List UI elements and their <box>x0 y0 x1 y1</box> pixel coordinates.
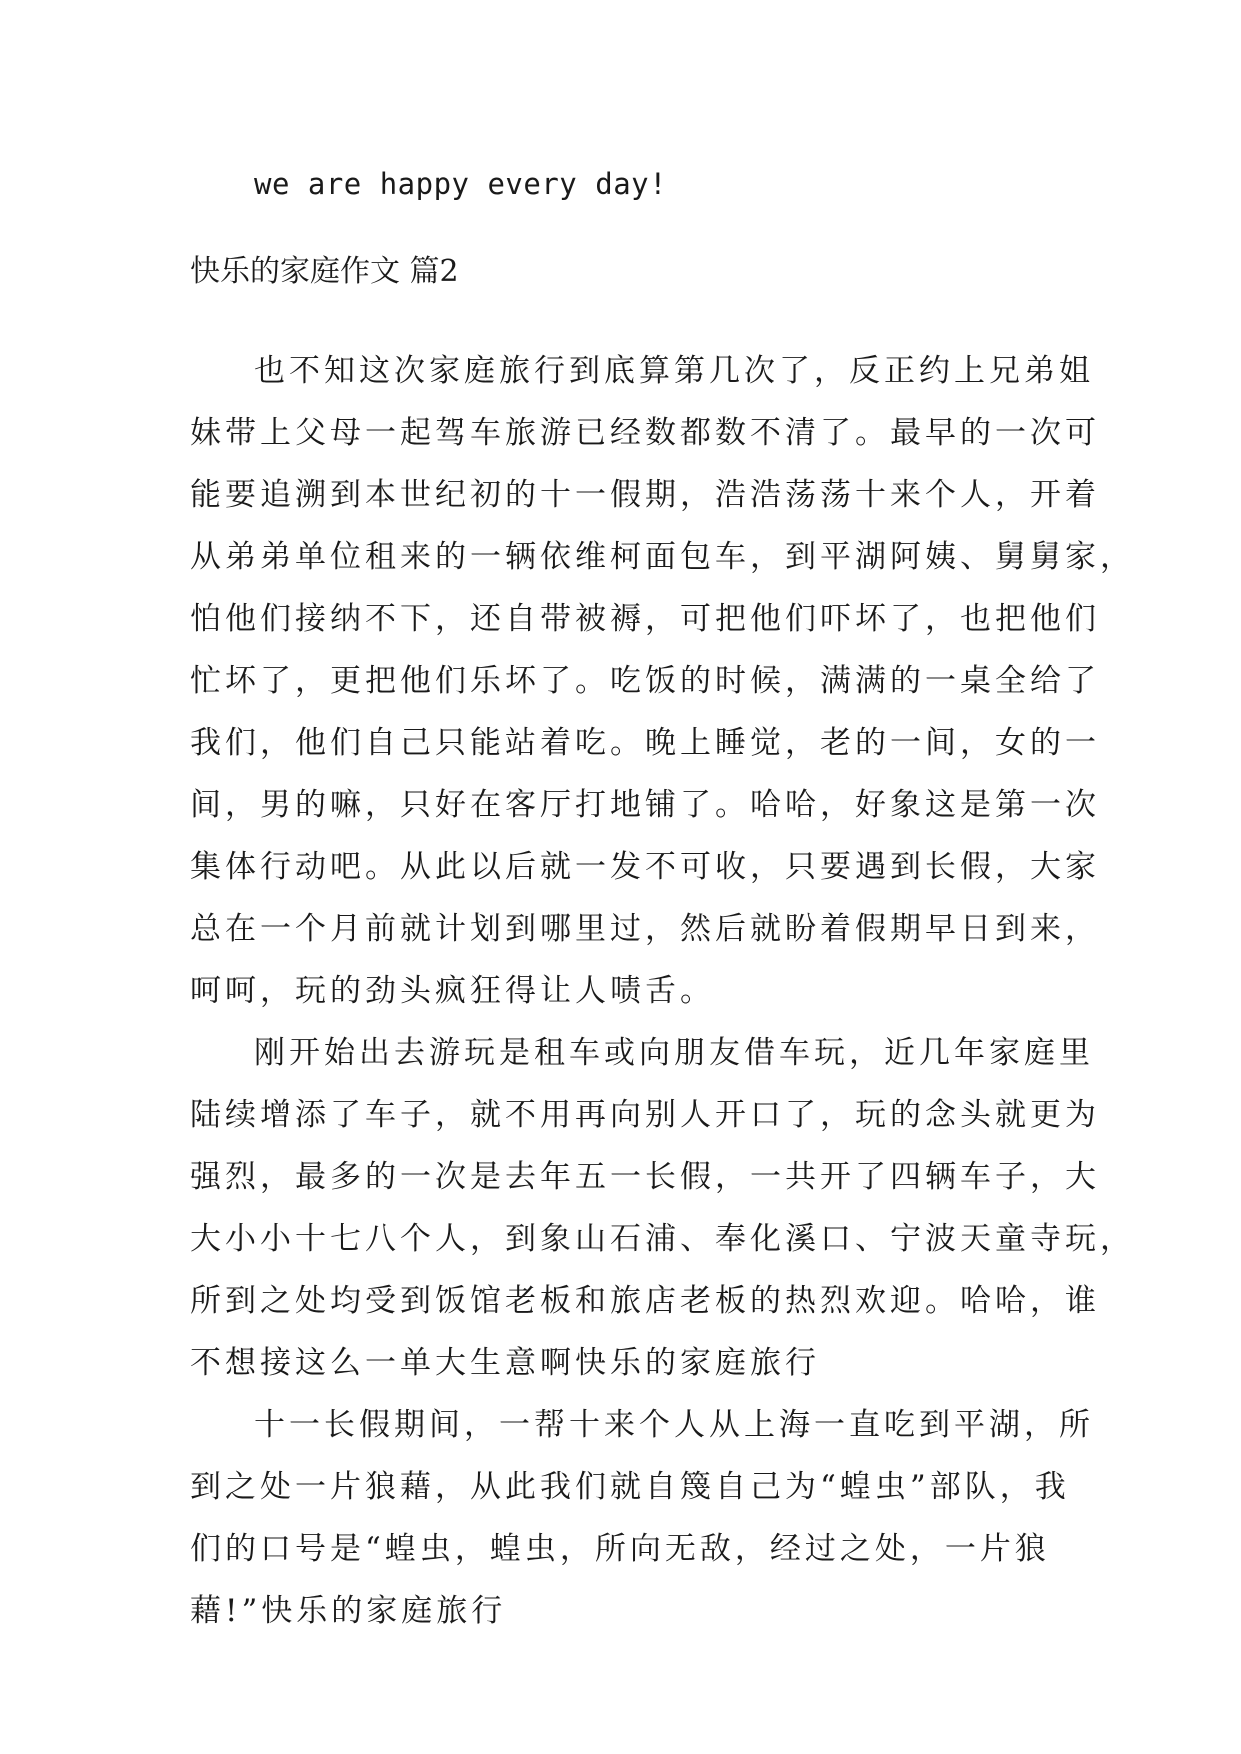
text-line: 陆续增添了车子，就不用再向别人开口了，玩的念头就更为 <box>190 1097 1100 1133</box>
text-line: 能要追溯到本世纪初的十一假期，浩浩荡荡十来个人，开着 <box>190 477 1100 513</box>
text-line: 集体行动吧。从此以后就一发不可收，只要遇到长假，大家 <box>190 849 1100 885</box>
text-line: 总在一个月前就计划到哪里过，然后就盼着假期早日到来， <box>190 911 1100 947</box>
text-line: 十一长假期间，一帮十来个人从上海一直吃到平湖，所 <box>254 1407 1094 1443</box>
text-line: 我们，他们自己只能站着吃。晚上睡觉，老的一间，女的一 <box>190 725 1100 761</box>
text-line: 从弟弟单位租来的一辆依维柯面包车，到平湖阿姨、舅舅家， <box>190 539 1135 575</box>
text-line: 们的口号是“蝗虫，蝗虫，所向无敌，经过之处，一片狼 <box>190 1531 1050 1567</box>
paragraph-1 <box>190 340 1135 1022</box>
text-line: 所到之处均受到饭馆老板和旅店老板的热烈欢迎。哈哈，谁 <box>190 1283 1100 1319</box>
essay-heading: 快乐的家庭作文 篇2 <box>190 254 459 289</box>
text-line: 藉!”快乐的家庭旅行 <box>190 1593 507 1629</box>
text-line: 强烈，最多的一次是去年五一长假，一共开了四辆车子，大 <box>190 1159 1100 1195</box>
text-line: 忙坏了，更把他们乐坏了。吃饭的时候，满满的一桌全给了 <box>190 663 1100 699</box>
english-line: we are happy every day! <box>254 167 668 201</box>
text-line: 也不知这次家庭旅行到底算第几次了，反正约上兄弟姐 <box>254 353 1094 389</box>
paragraph-2 <box>190 1022 1135 1394</box>
text-line: 大小小十七八个人，到象山石浦、奉化溪口、宁波天童寺玩， <box>190 1221 1135 1257</box>
text-line: 刚开始出去游玩是租车或向朋友借车玩，近几年家庭里 <box>254 1035 1094 1071</box>
paragraph-3 <box>190 1394 1094 1642</box>
text-line: 妹带上父母一起驾车旅游已经数都数不清了。最早的一次可 <box>190 415 1100 451</box>
text-line: 间，男的嘛，只好在客厅打地铺了。哈哈，好象这是第一次 <box>190 787 1100 823</box>
text-line: 怕他们接纳不下，还自带被褥，可把他们吓坏了，也把他们 <box>190 601 1100 637</box>
text-line: 到之处一片狼藉，从此我们就自篾自己为“蝗虫”部队，我 <box>190 1469 1070 1505</box>
text-line: 不想接这么一单大生意啊快乐的家庭旅行 <box>190 1345 820 1381</box>
text-line: 呵呵，玩的劲头疯狂得让人啧舌。 <box>190 973 715 1009</box>
essay-body <box>190 340 1135 1642</box>
